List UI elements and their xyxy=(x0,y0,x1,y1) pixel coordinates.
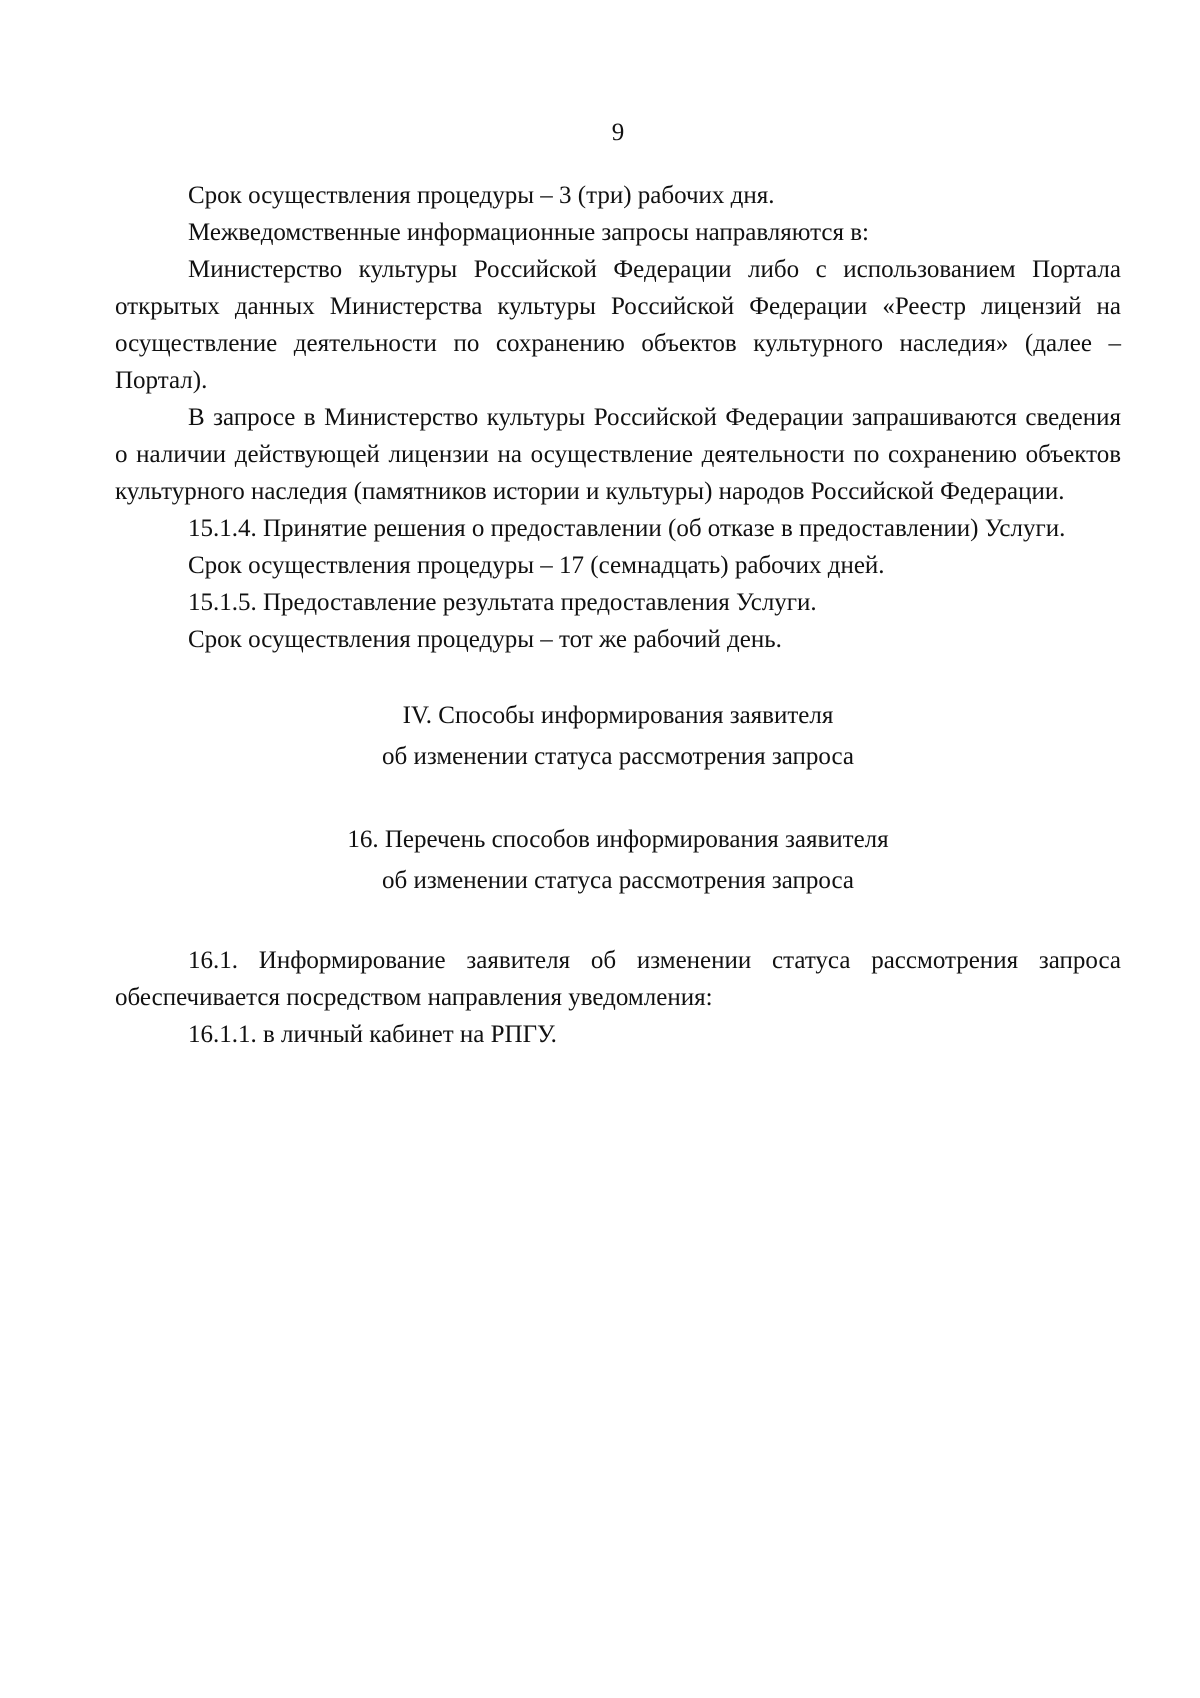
paragraph-procedure-term-17-days: Срок осуществления процедуры – 17 (семнадцать) рабочих дней. xyxy=(188,552,885,579)
paragraph-15-1-5: 15.1.5. Предоставление результата предоставления Услуги. xyxy=(188,589,817,616)
section-heading-line-2: об изменении статуса рассмотрения запроса xyxy=(381,743,855,770)
subsection-heading-line-2: об изменении статуса рассмотрения запроса xyxy=(381,867,855,894)
subsection-heading-line-1: 16. Перечень способов информирования заявителя xyxy=(347,826,889,853)
paragraph-ministry-portal: Министерство культуры Российской Федерации либо с использованием Портала открытых данных Министерства культуры Российской Федерации «Реестр лицензий на осуществление деятельности по сохранению объектов культурного наследия» (далее – Портал). xyxy=(115,256,1121,394)
section-heading-line-1: IV. Способы информирования заявителя xyxy=(402,702,834,729)
document-body xyxy=(115,177,1121,1053)
paragraph-interagency-requests: Межведомственные информационные запросы направляются в: xyxy=(188,219,869,246)
paragraph-request-details: В запросе в Министерство культуры Российской Федерации запрашиваются сведения о наличии действующей лицензии на осуществление деятельности по сохранению объектов культурного наследия (памятников истории и культуры) народов Российской Федерации. xyxy=(115,404,1121,505)
paragraph-16-1: 16.1. Информирование заявителя об изменении статуса рассмотрения запроса обеспечивается посредством направления уведомления: xyxy=(115,947,1121,1011)
paragraph-procedure-term-same-day: Срок осуществления процедуры – тот же рабочий день. xyxy=(188,626,782,653)
subsection-heading xyxy=(115,819,1121,901)
paragraph-15-1-4: 15.1.4. Принятие решения о предоставлении (об отказе в предоставлении) Услуги. xyxy=(188,515,1066,542)
section-heading xyxy=(115,695,1121,777)
paragraph-16-1-1: 16.1.1. в личный кабинет на РПГУ. xyxy=(188,1021,557,1048)
paragraph-procedure-term-3-days: Срок осуществления процедуры – 3 (три) рабочих дня. xyxy=(188,182,775,209)
page-number: 9 xyxy=(611,119,625,146)
